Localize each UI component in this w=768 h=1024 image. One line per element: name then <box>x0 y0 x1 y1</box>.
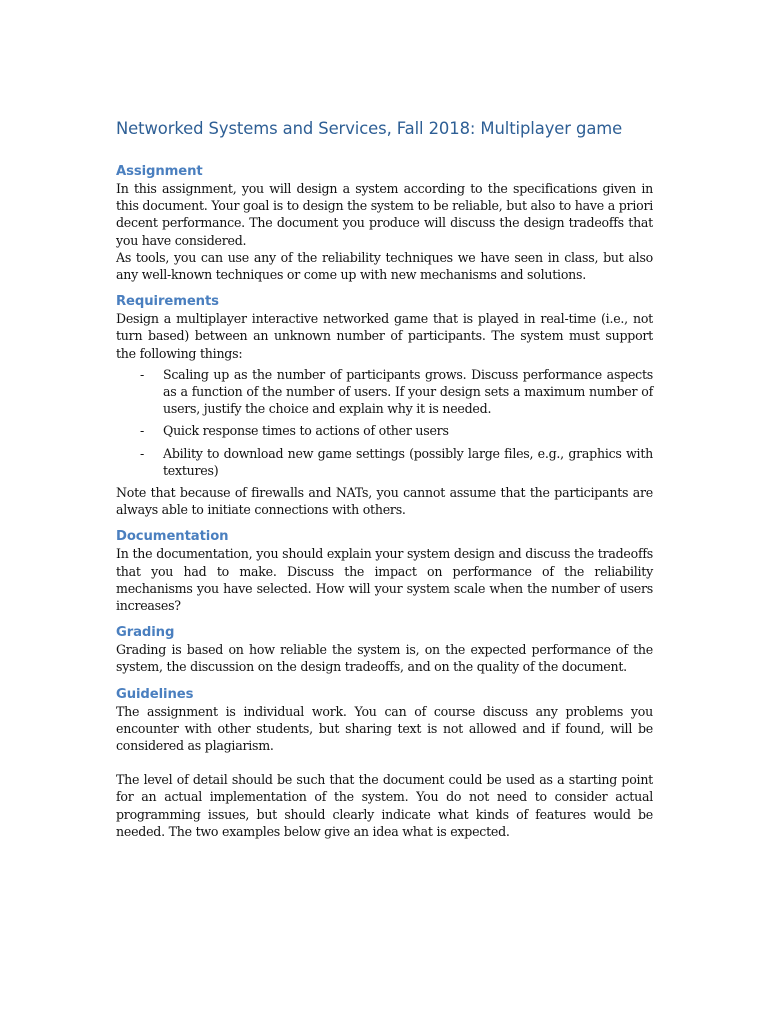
document-title: Networked Systems and Services, Fall 2018: Multiplayer game <box>116 119 623 138</box>
section-grading <box>116 624 653 675</box>
section-guidelines <box>116 686 653 840</box>
list-item-text: Quick response times to actions of other users <box>163 423 449 439</box>
paragraph-spacer <box>116 754 653 771</box>
requirements-note: Note that because of firewalls and NATs, you cannot assume that the participants are always able to initiate connections with others. <box>116 485 653 518</box>
bullet-marker: - <box>140 445 145 461</box>
requirements-list <box>116 366 653 479</box>
heading-grading: Grading <box>116 625 175 641</box>
list-item <box>116 422 653 439</box>
grading-paragraph: Grading is based on how reliable the system is, on the expected performance of the system, the discussion on the design tradeoffs, and on the quality of the document. <box>116 642 653 675</box>
heading-guidelines: Guidelines <box>116 686 194 702</box>
assignment-paragraph-2: As tools, you can use any of the reliability techniques we have seen in class, but also any well-known techniques or come up with new mechanisms and solutions. <box>116 249 653 283</box>
bullet-marker: - <box>140 366 145 382</box>
list-item-text: Ability to download new game settings (possibly large files, e.g., graphics with textures) <box>163 445 653 478</box>
heading-requirements: Requirements <box>116 294 219 310</box>
requirements-intro: Design a multiplayer interactive networked game that is played in real-time (i.e., not turn based) between an unknown number of participants. The system must support the following things: <box>116 311 653 361</box>
section-documentation <box>116 528 653 614</box>
heading-assignment: Assignment <box>116 164 203 179</box>
bullet-marker: - <box>140 423 145 439</box>
guidelines-paragraph-2: The level of detail should be such that the document could be used as a starting point for an actual implementation of the system. You do not need to consider actual programming issues, but should clearly indicate what kinds of features would be needed. The two examples below give an idea what is expected. <box>116 772 653 839</box>
guidelines-paragraph-1: The assignment is individual work. You can of course discuss any problems you encounter with other students, but sharing text is not allowed and if found, will be considered as plagiarism. <box>116 703 653 754</box>
list-item <box>116 445 653 479</box>
section-assignment <box>116 163 653 283</box>
heading-documentation: Documentation <box>116 529 229 545</box>
section-requirements <box>116 293 653 518</box>
assignment-paragraph-1: In this assignment, you will design a system according to the specifications given in this document. Your goal is to design the system to be reliable, but also to have a priori decent performance. The document you produce will discuss the design tradeoffs that you have considered. <box>116 181 653 248</box>
list-item <box>116 366 653 418</box>
list-item-text: Scaling up as the number of participants grows. Discuss performance aspects as a function of the number of users. If your design sets a maximum number of users, justify the choice and explain why it is needed. <box>163 366 653 417</box>
document-content <box>116 119 653 850</box>
documentation-paragraph: In the documentation, you should explain your system design and discuss the tradeoffs that you had to make. Discuss the impact on performance of the reliability mechanisms you have selected. How will your system scale when the number of users increases? <box>116 546 653 614</box>
